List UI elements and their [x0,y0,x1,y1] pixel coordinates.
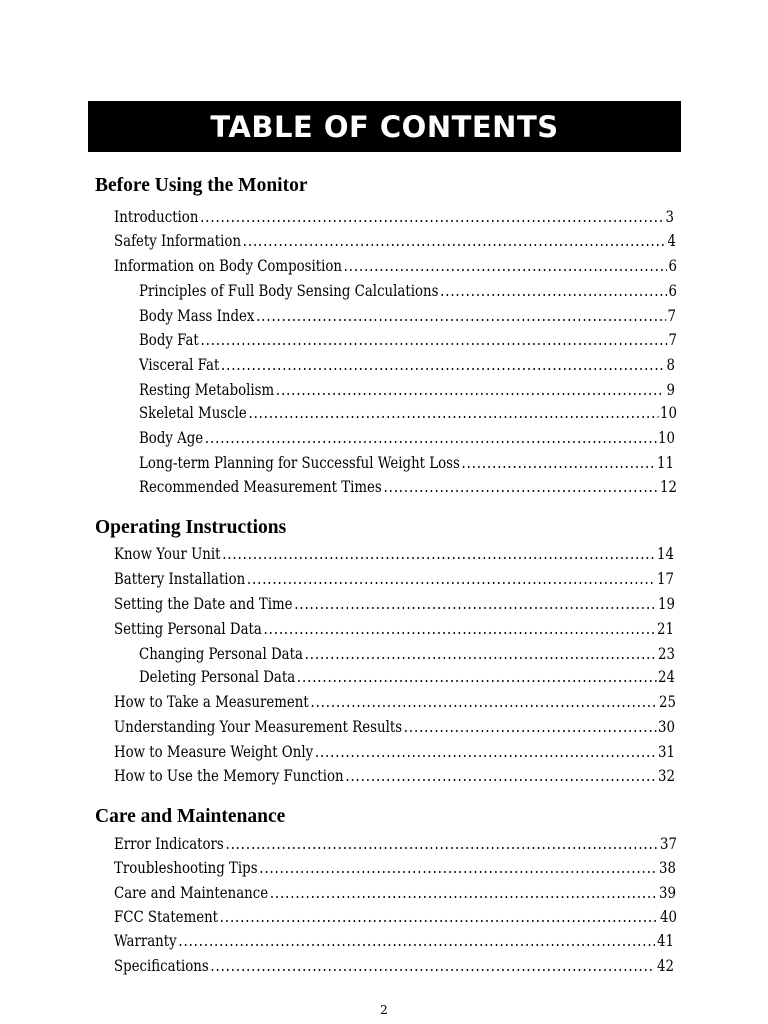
toc-entry-error-indicators[interactable]: Error Indicators ..... 37 [114,833,677,855]
toc-entry-understanding-results[interactable]: Understanding Your Measurement Results ..... 30 [114,716,675,738]
toc-entry-warranty[interactable]: Warranty ..... 41 [114,930,674,952]
toc-entry-know-your-unit[interactable]: Know Your Unit ..... 14 [114,543,674,565]
toc-entry-body-age[interactable]: Body Age ..... 10 [139,427,675,449]
toc-entry-care-and-maintenance[interactable]: Care and Maintenance ..... 39 [114,882,676,904]
toc-entry-changing-personal-data[interactable]: Changing Personal Data ..... 23 [139,643,675,665]
toc-entry-long-term-planning[interactable]: Long-term Planning for Successful Weight Loss ..... 11 [139,452,674,474]
toc-entry-skeletal-muscle[interactable]: Skeletal Muscle ..... 10 [139,402,677,424]
toc-entry-body-composition[interactable]: Information on Body Composition ..... 6 [114,255,677,277]
toc-entry-full-body-sensing[interactable]: Principles of Full Body Sensing Calculations ..... 6 [139,280,677,302]
toc-entry-memory-function[interactable]: How to Use the Memory Function ..... 32 [114,765,675,787]
section-heading-before-using: Before Using the Monitor [95,175,308,196]
toc-entry-deleting-personal-data[interactable]: Deleting Personal Data ..... 24 [139,666,675,688]
toc-entry-body-fat[interactable]: Body Fat ..... 7 [139,329,677,351]
toc-title: TABLE OF CONTENTS [210,109,559,144]
toc-entry-visceral-fat[interactable]: Visceral Fat ..... 8 [139,354,675,376]
toc-entry-fcc-statement[interactable]: FCC Statement ..... 40 [114,906,677,928]
page-number: 2 [380,1003,388,1017]
toc-entry-personal-data[interactable]: Setting Personal Data ..... 21 [114,618,674,640]
toc-entry-introduction[interactable]: Introduction ..... 3 [114,206,674,228]
toc-entry-specifications[interactable]: Specifications ..... 42 [114,955,674,977]
toc-entry-troubleshooting[interactable]: Troubleshooting Tips ..... 38 [114,857,676,879]
section-heading-care-maintenance: Care and Maintenance [95,806,286,827]
section-heading-operating-instructions: Operating Instructions [95,517,287,538]
toc-title-bar [88,101,681,152]
toc-entry-take-measurement[interactable]: How to Take a Measurement ..... 25 [114,691,676,713]
toc-entry-safety-information[interactable]: Safety Information ..... 4 [114,230,676,252]
toc-entry-recommended-times[interactable]: Recommended Measurement Times ..... 12 [139,476,677,498]
toc-entry-weight-only[interactable]: How to Measure Weight Only ..... 31 [114,741,675,763]
toc-entry-body-mass-index[interactable]: Body Mass Index ..... 7 [139,305,676,327]
toc-entry-battery-installation[interactable]: Battery Installation ..... 17 [114,568,674,590]
toc-entry-resting-metabolism[interactable]: Resting Metabolism ..... 9 [139,379,675,401]
toc-entry-date-and-time[interactable]: Setting the Date and Time ..... 19 [114,593,675,615]
